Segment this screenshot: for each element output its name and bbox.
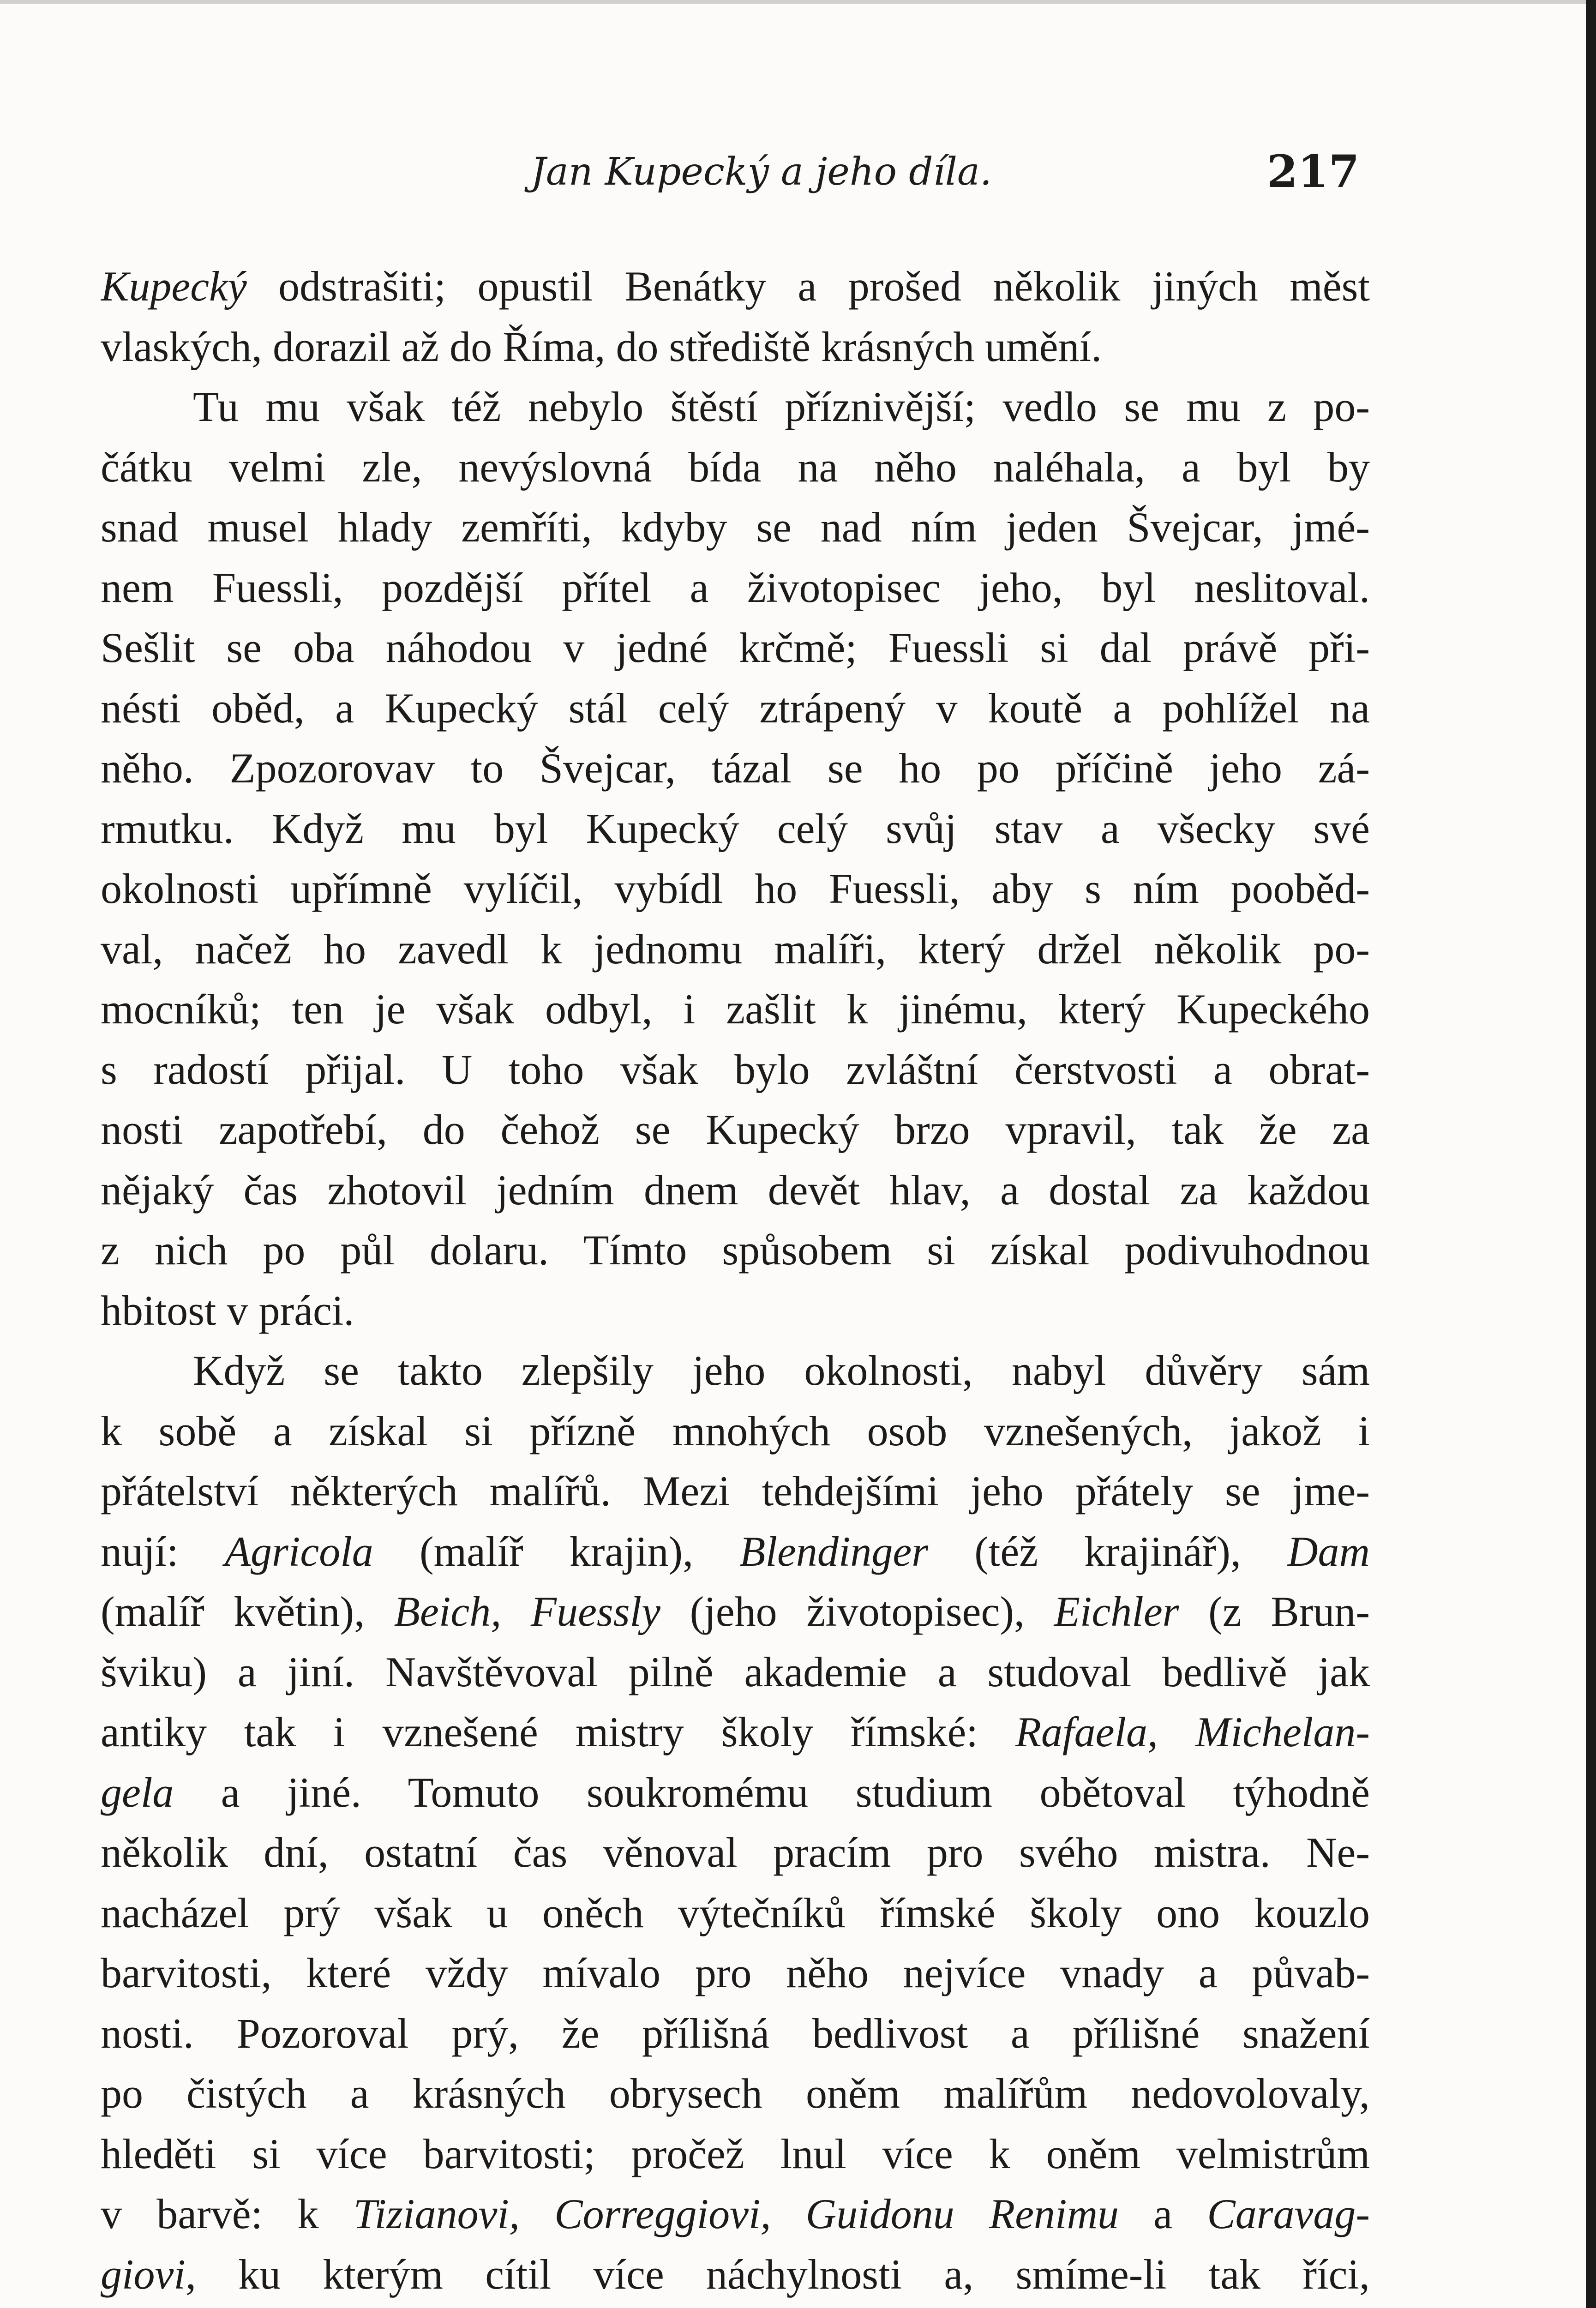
text-line: k sobě a získal si přízně mnohých osob vznešených, jakož i	[101, 1407, 1370, 1455]
text-line: šviku) a jiní. Navštěvoval pilně akademie a studoval bedlivě jak	[101, 1648, 1370, 1695]
text-line: nem Fuessli, pozdější přítel a životopisec jeho, byl neslitoval.	[101, 564, 1370, 611]
text-line: nosti zapotřebí, do čehož se Kupecký brzo vpravil, tak že za	[101, 1106, 1370, 1153]
text-line: Když se takto zlepšily jeho okolnosti, nabyl důvěry sám	[193, 1347, 1370, 1394]
text-line: v barvě: k Tizianovi, Correggiovi, Guidonu Renimu a Caravag-	[101, 2190, 1370, 2237]
text-line: s radostí přijal. U toho však bylo zvláštní čerstvosti a obrat-	[101, 1046, 1370, 1093]
running-head: Jan Kupecký a jeho díla.	[531, 150, 992, 194]
text-line: hbitost v práci.	[101, 1286, 354, 1334]
text-line: giovi, ku kterým cítil více náchylnosti a, smíme-li tak říci,	[101, 2250, 1370, 2298]
text-line: mocníků; ten je však odbyl, i zašlit k jinému, který Kupeckého	[101, 986, 1370, 1033]
text-line	[101, 2304, 1370, 2308]
text-line: snad musel hlady zemříti, kdyby se nad ním jeden Švejcar, jmé-	[101, 504, 1370, 551]
scan-edge-right	[1586, 0, 1596, 2308]
text-line: okolnosti upřímně vylíčil, vybídl ho Fuessli, aby s ním pooběd-	[101, 865, 1370, 912]
text-line: několik dní, ostatní čas věnoval pracím pro svého mistra. Ne-	[101, 1829, 1370, 1876]
text-line: Sešlit se oba náhodou v jedné krčmě; Fuessli si dal právě při-	[101, 624, 1370, 671]
text-line: val, načež ho zavedl k jednomu malíři, který držel několik po-	[101, 925, 1370, 973]
text-line: po čistých a krásných obrysech oněm malířům nedovolovaly,	[101, 2070, 1370, 2117]
text-line: hleděti si více barvitosti; pročež lnul více k oněm velmistrům	[101, 2130, 1370, 2177]
text-line: čátku velmi zle, nevýslovná bída na něho naléhala, a byl by	[101, 443, 1370, 491]
text-line: Tu mu však též nebylo štěstí příznivější; vedlo se mu z po-	[193, 383, 1370, 430]
text-line: gela a jiné. Tomuto soukromému studium obětoval týhodně	[101, 1768, 1370, 1816]
scan-edge-top	[0, 0, 1596, 4]
text-line: nují: Agricola (malíř krajin), Blendinger (též krajinář), Dam	[101, 1527, 1370, 1575]
text-line: Kupecký odstrašiti; opustil Benátky a prošed několik jiných měst	[101, 263, 1370, 310]
body-text	[101, 256, 1370, 2308]
text-line: (malíř květin), Beich, Fuessly (jeho životopisec), Eichler (z Brun-	[101, 1588, 1370, 1635]
text-line: přátelství některých malířů. Mezi tehdejšími jeho přátely se jme-	[101, 1467, 1370, 1515]
text-line: nacházel prý však u oněch výtečníků římské školy ono kouzlo	[101, 1889, 1370, 1936]
text-line: rmutku. Když mu byl Kupecký celý svůj stav a všecky své	[101, 805, 1370, 852]
text-line: nésti oběd, a Kupecký stál celý ztrápený v koutě a pohlížel na	[101, 684, 1370, 732]
text-line: nějaký čas zhotovil jedním dnem devět hlav, a dostal za každou	[101, 1166, 1370, 1214]
page-number: 217	[1267, 145, 1360, 198]
text-line: z nich po půl dolaru. Tímto spůsobem si získal podivuhodnou	[101, 1226, 1370, 1274]
text-line: něho. Zpozorovav to Švejcar, tázal se ho po příčině jeho zá-	[101, 745, 1370, 792]
text-line: antiky tak i vznešené mistry školy římské: Rafaela, Michelan-	[101, 1708, 1370, 1755]
page-header	[0, 145, 1596, 215]
text-line: nosti. Pozoroval prý, že přílišná bedlivost a přílišné snažení	[101, 2009, 1370, 2057]
text-line: barvitosti, které vždy mívalo pro něho nejvíce vnady a půvab-	[101, 1949, 1370, 1996]
text-line: vlaských, dorazil až do Říma, do střediště krásných umění.	[101, 323, 1102, 370]
